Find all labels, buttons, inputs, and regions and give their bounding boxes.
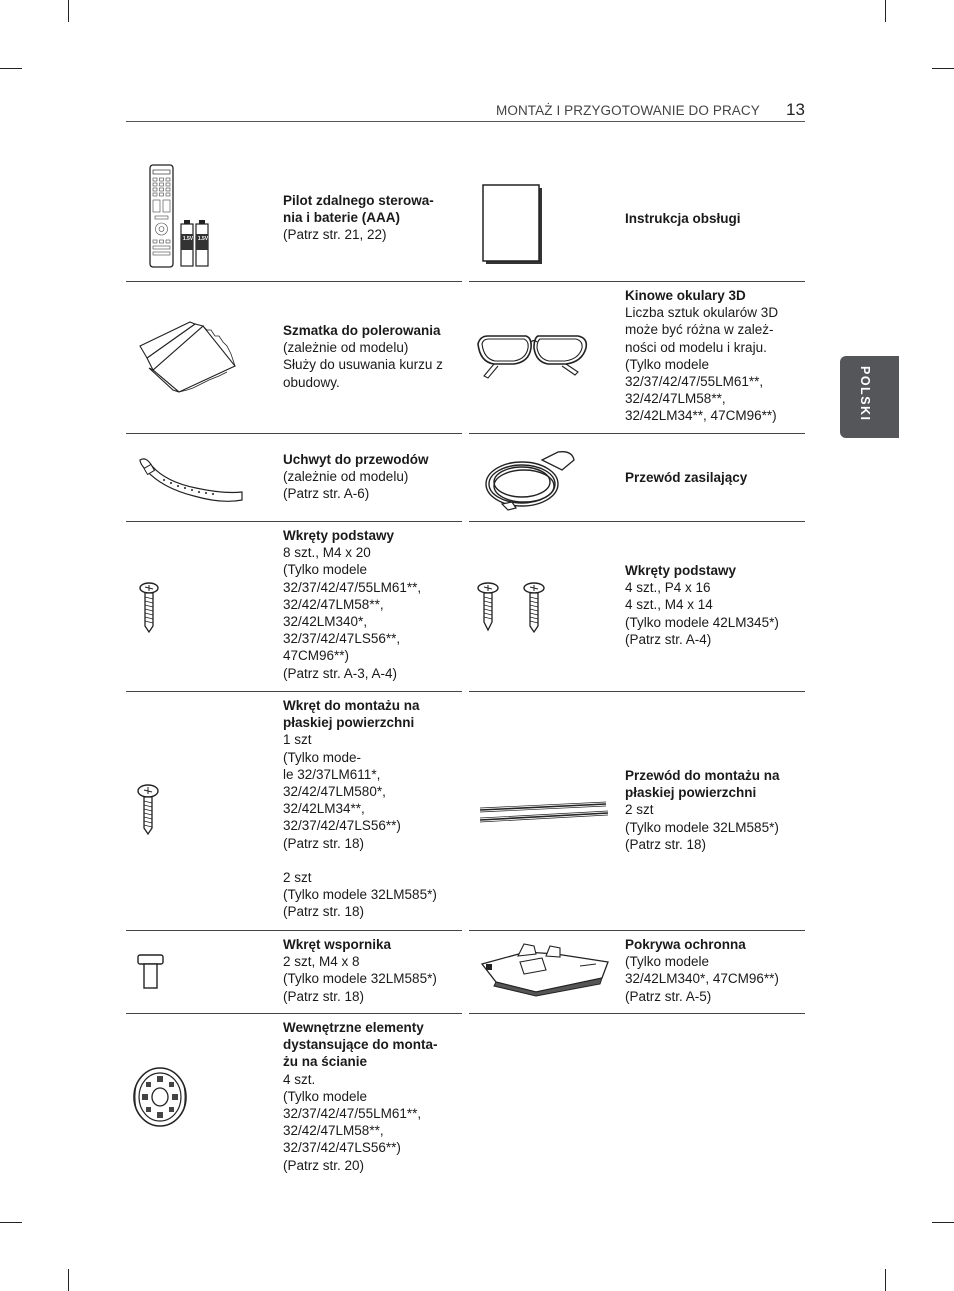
item-title: Uchwyt do przewodów (283, 452, 429, 467)
3d-glasses-icon (474, 326, 594, 384)
item-flat-mount-screw (283, 697, 458, 921)
screw-icon (138, 582, 160, 634)
row-divider (126, 930, 462, 931)
item-title: Wkręty podstawy (283, 528, 395, 543)
bracket-screw-icon (136, 952, 166, 992)
row-divider (126, 1013, 462, 1014)
item-title: Kinowe okulary 3D (625, 288, 746, 303)
protective-cover-icon (476, 940, 614, 998)
crop-mark (0, 68, 22, 69)
item-3d-glasses (625, 287, 800, 425)
screw-icon (522, 582, 546, 634)
crop-mark (885, 0, 886, 22)
item-stand-screws-p4x16 (625, 562, 800, 648)
crop-mark (68, 1269, 69, 1291)
section-title: MONTAŻ I PRZYGOTOWANIE DO PRACY (496, 103, 760, 118)
row-divider (469, 1013, 805, 1014)
item-bracket-screw (283, 936, 458, 1005)
item-title: Wkręty podstawy (625, 563, 737, 578)
screw-icon (136, 784, 160, 836)
item-description: 4 szt. (Tylko modele 32/37/42/47/55LM61**, 32/42/47LM58**, 32/37/42/47LS56**) (Patrz str. 20) (283, 1071, 422, 1173)
row-divider (126, 433, 462, 434)
row-divider (126, 691, 462, 692)
item-description: (zależnie od modelu) (Patrz str. A-6) (283, 469, 409, 502)
item-title: Przewód zasilający (625, 470, 748, 485)
remote-control-icon (140, 160, 220, 272)
power-cord-icon (480, 448, 580, 514)
crop-mark (68, 0, 69, 22)
item-title: Instrukcja obsługi (625, 211, 741, 226)
row-divider (469, 433, 805, 434)
item-cable-holder (283, 451, 458, 503)
row-divider (469, 521, 805, 522)
battery-label: 1.5V (197, 236, 209, 242)
item-title: Szmatka do polerowania (283, 323, 441, 338)
item-wall-spacers (283, 1019, 458, 1174)
item-title: Wkręt wspornika (283, 937, 392, 952)
item-description: Liczba sztuk okularów 3D może być różna w zależ- ności od modelu i kraju. (Tylko modele 32/37/42/47/55LM61**, 32/42/47LM58**, 32/42LM34**, 47CM96**) (625, 305, 779, 424)
mounting-cable-icon (476, 798, 616, 826)
item-title: Wewnętrzne elementy dystansujące do monta- żu na ścianie (283, 1020, 438, 1070)
screw-icon (476, 582, 500, 634)
row-divider (126, 521, 462, 522)
battery-label: 1.5V (182, 236, 194, 242)
item-description: 2 szt (Tylko modele 32LM585*) (Patrz str. 18) (625, 802, 779, 852)
item-description: (zależnie od modelu) Służy do usuwania kurzu z obudowy. (283, 340, 443, 390)
item-flat-mount-cable (625, 767, 800, 853)
row-divider (469, 281, 805, 282)
language-tab-label: POLSKI (858, 366, 872, 422)
item-description: 2 szt, M4 x 8 (Tylko modele 32LM585*) (Patrz str. 18) (283, 954, 437, 1004)
item-title: Przewód do montażu na płaskiej powierzchni (625, 768, 780, 801)
crop-mark (932, 68, 954, 69)
item-manual (625, 210, 800, 227)
row-divider (469, 930, 805, 931)
item-power-cord (625, 469, 800, 486)
wall-spacer-icon (130, 1064, 192, 1130)
manual-book-icon (480, 182, 546, 267)
header-rule (126, 121, 805, 122)
item-title: Pilot zdalnego sterowa- nia i baterie (AAA) (283, 193, 434, 226)
item-description: (Tylko modele 32/42LM340*, 47CM96**) (Patrz str. A-5) (625, 954, 779, 1004)
item-description: 4 szt., P4 x 16 4 szt., M4 x 14 (Tylko modele 42LM345*) (Patrz str. A-4) (625, 580, 779, 647)
cable-holder-icon (136, 452, 248, 504)
item-polishing-cloth (283, 322, 458, 391)
language-tab (840, 356, 899, 438)
item-description: 8 szt., M4 x 20 (Tylko modele 32/37/42/47/55LM61**, 32/42/47LM58**, 32/42LM340*, 32/37/42/47LS56**, 47CM96**) (Patrz str. A-3, A-4) (283, 545, 422, 681)
item-description: 1 szt (Tylko mode- le 32/37LM611*, 32/42/47LM580*, 32/42LM34**, 32/37/42/47LS56**) (Patrz str. 18) 2 szt (Tylko modele 32LM585*) (Patrz str. 18) (283, 732, 437, 920)
polishing-cloth-icon (135, 318, 245, 398)
crop-mark (932, 1222, 954, 1223)
crop-mark (0, 1222, 22, 1223)
row-divider (126, 281, 462, 282)
item-title: Wkręt do montażu na płaskiej powierzchni (283, 698, 420, 731)
crop-mark (885, 1269, 886, 1291)
item-remote-control (283, 192, 458, 244)
row-divider (469, 691, 805, 692)
item-description: (Patrz str. 21, 22) (283, 227, 387, 243)
item-stand-screws-m4x20 (283, 527, 458, 682)
item-title: Pokrywa ochronna (625, 937, 746, 952)
page-number: 13 (786, 100, 805, 119)
item-protective-cover (625, 936, 800, 1005)
